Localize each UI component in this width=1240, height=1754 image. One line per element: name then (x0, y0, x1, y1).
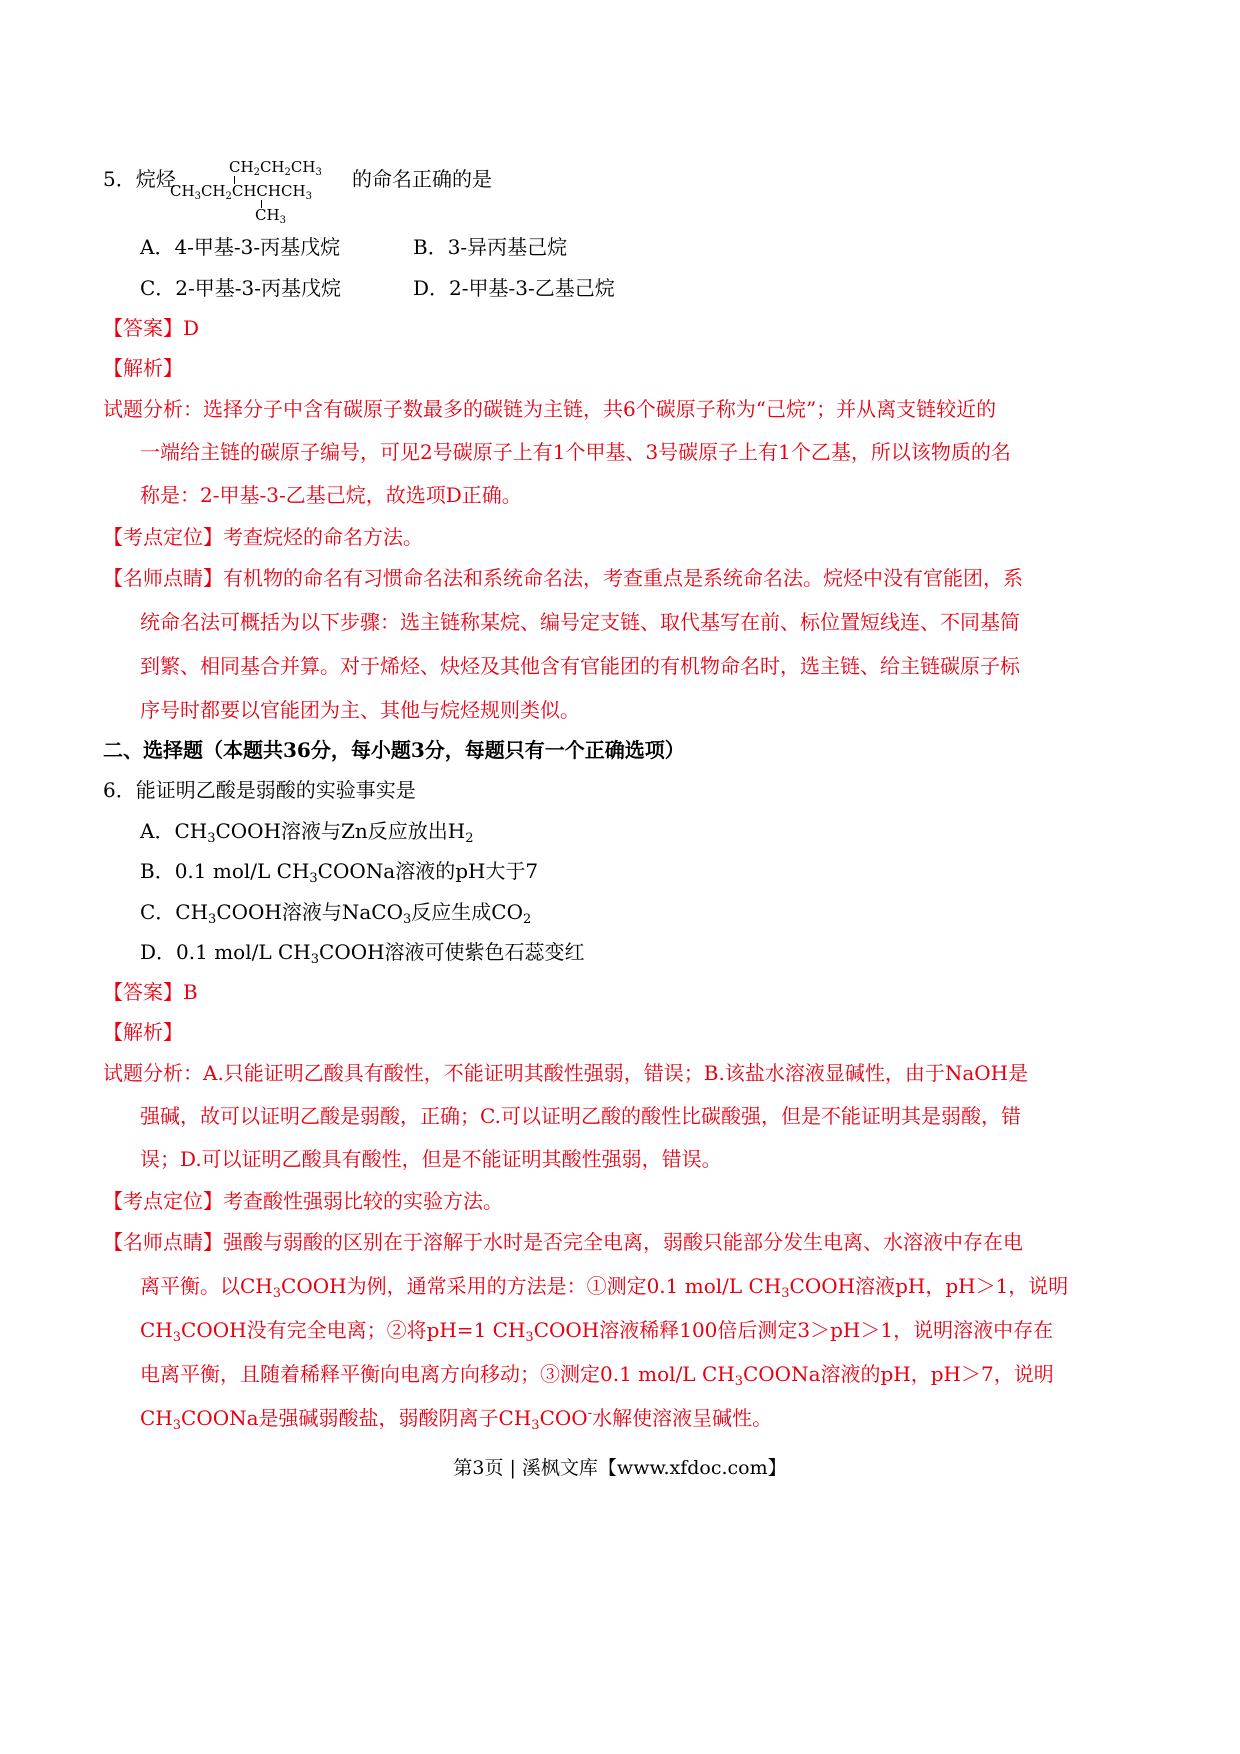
q5-stem (103, 165, 176, 193)
q5-teacher-note-line-4: 序号时都要以官能团为主、其他与烷烃规则类似。 (140, 698, 580, 722)
q6-option-b: B．0.1 mol/L $CH_3COONa$溶液的pH大于7 (140, 859, 539, 886)
q6-teacher-note-line-3: $CH_3COOH$没有完全电离；②将pH=1 $CH_3COOH$溶液稀释100倍后测定3＞pH＞1，说明溶液中存在 (140, 1318, 1054, 1345)
page-footer: 第3页 | 溪枫文库【www.xfdoc.com】 (453, 1457, 787, 1479)
q6-teacher-note-line-1: 【名师点睛】强酸与弱酸的区别在于溶解于水时是否完全电离，弱酸只能部分发生电离、水溶液中存在电 (103, 1230, 1023, 1254)
q6-teacher-note-line-2: 离平衡。以$CH_3COOH$为例，通常采用的方法是：①测定0.1 mol/L $CH_3COOH$溶液pH，pH＞1，说明 (140, 1274, 1069, 1301)
q5-answer: 【答案】D (103, 316, 200, 340)
q5-option-d: D．2-甲基-3-乙基己烷 (413, 276, 615, 300)
q6-analysis-line-2: 强碱，故可以证明乙酸是弱酸，正确；C.可以证明乙酸的酸性比碳酸强，但是不能证明其是弱酸，错 (140, 1104, 1021, 1128)
q5-teacher-note-line-2: 统命名法可概括为以下步骤：选主链称某烷、编号定支链、取代基写在前、标位置短线连、不同基简 (140, 610, 1020, 634)
q5-option-c: C．2-甲基-3-丙基戊烷 (140, 276, 342, 300)
q5-option-a: A．4-甲基-3-丙基戊烷 (140, 235, 341, 259)
q5-stem-tail: 的命名正确的是 (352, 167, 492, 191)
q5-teacher-note-line-1: 【名师点睛】有机物的命名有习惯命名法和系统命名法，考查重点是系统命名法。烷烃中没有官能团，系 (103, 566, 1023, 590)
q5-analysis-line-3: 称是：2-甲基-3-乙基己烷，故选项D正确。 (140, 483, 522, 507)
q6-answer: 【答案】B (103, 980, 198, 1004)
q5-analysis-heading: 【解析】 (103, 356, 183, 380)
q5-option-b: B．3-异丙基己烷 (413, 235, 568, 259)
q6-key-point: 【考点定位】考查酸性强弱比较的实验方法。 (103, 1189, 503, 1213)
q5-analysis-line-1: 试题分析：选择分子中含有碳原子数最多的碳链为主链，共6个碳原子称为“己烷”；并从离支链较近的 (103, 397, 997, 421)
q6-analysis-line-1: 试题分析：A.只能证明乙酸具有酸性，不能证明其酸性强弱，错误；B.该盐水溶液显碱性，由于NaOH是 (103, 1061, 1029, 1085)
section-2-heading: 二、选择题（本题共36分，每小题3分，每题只有一个正确选项） (103, 738, 685, 762)
q6-option-a: A．$CH_3COOH$溶液与Zn反应放出$H_2$ (140, 819, 474, 846)
q6-option-c: C．$CH_3COOH$溶液与NaCO$_3$反应生成$CO_2$ (140, 900, 532, 927)
q5-lead: 烷烃 (135, 167, 176, 191)
q6-analysis-line-3: 误；D.可以证明乙酸具有酸性，但是不能证明其酸性强弱，错误。 (140, 1147, 722, 1171)
q6-analysis-heading: 【解析】 (103, 1020, 183, 1044)
q6-stem: 6．能证明乙酸是弱酸的实验事实是 (103, 778, 416, 802)
q6-teacher-note-line-4: 电离平衡，且随着稀释平衡向电离方向移动；③测定0.1 mol/L $CH_3COONa$溶液的pH，pH＞7，说明 (140, 1362, 1054, 1389)
formula-main-chain: $CH_3CH_2CHCHCH_3$ (170, 182, 312, 202)
q5-analysis-line-2: 一端给主链的碳原子编号，可见2号碳原子上有1个甲基、3号碳原子上有1个乙基，所以该物质的名 (140, 440, 1011, 464)
formula-top-branch: $CH_2CH_2CH_3$ (229, 158, 322, 178)
formula-bottom-branch: $CH_3$ (255, 206, 286, 226)
q5-number: 5． (103, 167, 136, 191)
q5-teacher-note-line-3: 到繁、相同基合并算。对于烯烃、炔烃及其他含有官能团的有机物命名时，选主链、给主链碳原子标 (140, 654, 1020, 678)
q6-teacher-note-line-5: $CH_3COONa$是强碱弱酸盐，弱酸阴离子$CH_3COO^-$水解使溶液呈碱性。 (140, 1406, 773, 1433)
q5-key-point: 【考点定位】考查烷烃的命名方法。 (103, 525, 423, 549)
q6-option-d: D．0.1 mol/L $CH_3COOH$溶液可使紫色石蕊变红 (140, 940, 585, 967)
